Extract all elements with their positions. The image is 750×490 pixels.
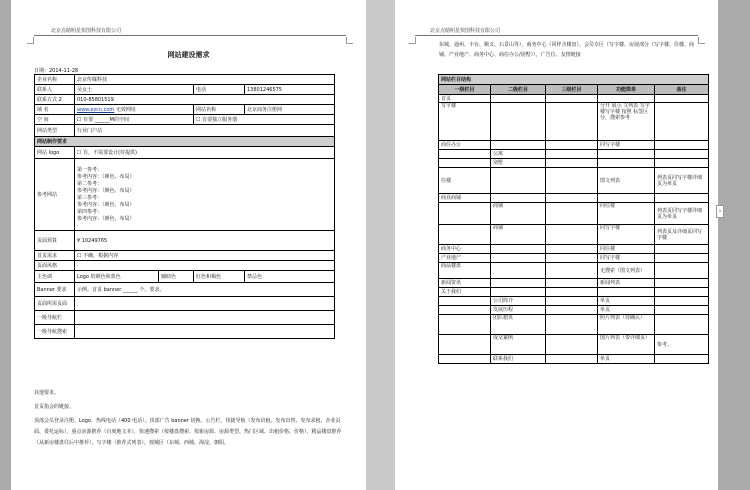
home-label: 首页需求: [35, 251, 75, 261]
reference-line: 第一参考：: [77, 166, 103, 173]
reference-line: 第二参考：: [77, 180, 103, 187]
home-value[interactable]: ☐ 不确，根据内容: [75, 251, 335, 261]
banner-value[interactable]: 示例。首页 banner ______ 个。要求。: [75, 283, 335, 297]
intro-paragraph: 东城、通州、丰台、顺义、石景山等），商务中心（同样含楼盘），会员专区（写字楼、房展部分（写字楼、住楼、商铺、产业地产、商务中心、商住办公/别墅）），广告位、友情链接: [439, 42, 695, 58]
margin-mark: [27, 37, 34, 44]
document-date: 日期：2014-11-28: [34, 68, 79, 74]
phone-value[interactable]: 13801246575: [245, 85, 335, 95]
table-cell: [546, 245, 598, 254]
table-cell: [655, 159, 709, 168]
table-cell: 参考。: [655, 335, 709, 355]
table-cell: [439, 203, 491, 225]
table-cell: [439, 159, 491, 168]
inner-pages-label: 页面所需页面: [35, 297, 75, 311]
table-cell: 同写字楼: [598, 254, 655, 263]
table-cell: 同写字楼: [598, 141, 655, 150]
sub-nav-2-value[interactable]: [75, 325, 335, 339]
table-cell: [491, 263, 546, 279]
table-cell: [491, 288, 546, 297]
header-rule: [34, 35, 346, 36]
space-label: 空 间: [35, 115, 75, 125]
table-cell: [491, 141, 546, 150]
table-cell: [546, 288, 598, 297]
table-cell: 单页: [598, 297, 655, 306]
table-cell: [491, 168, 546, 194]
contact-value[interactable]: 吴女士: [75, 85, 194, 95]
margin-mark: [346, 37, 353, 44]
table-cell: [655, 103, 709, 141]
table-cell: [655, 355, 709, 364]
table-cell: [491, 254, 546, 263]
color-label: 主色调: [35, 271, 75, 283]
table-cell: [655, 150, 709, 159]
table-row: [439, 203, 709, 225]
table-cell: 列表页及详细页同写字楼: [655, 225, 709, 245]
table-row: [439, 355, 709, 364]
domain-suffix: 无效网址: [115, 106, 136, 113]
table-cell: 单页: [598, 306, 655, 315]
table-cell: 同住楼: [598, 245, 655, 254]
table-row: [439, 194, 709, 203]
table-cell: 发展历程: [491, 306, 546, 315]
margin-mark: [409, 37, 416, 44]
aux-color-label: 辅助色: [159, 271, 194, 283]
table-row: [439, 263, 709, 279]
phone-label: 电话: [194, 85, 245, 95]
ban-color-label: 禁忌色: [247, 273, 263, 280]
table-cell: [655, 141, 709, 150]
table-cell: [655, 279, 709, 288]
footer-paragraph: 首页指会的链接。: [34, 404, 75, 410]
table-row: [439, 297, 709, 306]
company-value[interactable]: 北京传媒科技: [75, 75, 335, 85]
table-cell: [491, 245, 546, 254]
table-cell: 单页: [598, 355, 655, 364]
method-label: 联系方式 2: [35, 95, 75, 105]
banner-label: Banner 要求: [35, 283, 75, 297]
table-cell: [546, 203, 598, 225]
scroll-right-icon[interactable]: ›: [716, 205, 724, 218]
style-value[interactable]: [75, 261, 335, 271]
table-row: [439, 335, 709, 355]
table-cell: [546, 297, 598, 306]
inner-pages-value[interactable]: [75, 297, 335, 311]
table-cell: [491, 95, 546, 103]
table-cell: [546, 150, 598, 159]
table-cell: 首页: [439, 95, 491, 103]
contact-label: 联系人: [35, 85, 75, 95]
page-header-company: 北京点睛明星快图科技有限公司: [51, 28, 122, 34]
table-cell: [655, 297, 709, 306]
footer-paragraph: 顶部会员登录注册、Logo、热线电话（400 电话）、顶部广告 banner 切换、公告栏、快捷导航（发布出租、发布出售、发布求租、企业页面、委托运标），重点房源推荐（百度地文本），快速搜索（按楼盘搜索、按新房源、房源类型、热门区域、出租价格、价格），精品楼盘推荐（从新房楼盘往后中推荐），写字楼（推荐式列表），按城区（东城、西城、海淀、朝阳、: [34, 418, 342, 446]
table-cell: [655, 315, 709, 335]
table-row: [439, 150, 709, 159]
table-cell: 团队精英: [491, 315, 546, 335]
table-row: [439, 254, 709, 263]
table-cell: [598, 288, 655, 297]
page-gap: [366, 0, 395, 490]
table-cell: [546, 168, 598, 194]
table-cell: [439, 150, 491, 159]
style-label: 页面风格: [35, 261, 75, 271]
reference-line: 参考内容：（颜色、布局）: [77, 215, 135, 222]
table-cell: [439, 355, 491, 364]
table-cell: 成交案例: [491, 335, 546, 355]
table-cell: 产业地产: [439, 254, 491, 263]
other-requirements: 其他要求。: [34, 390, 60, 396]
sub-nav-1-value[interactable]: [75, 311, 335, 325]
col-header: 备注: [655, 85, 709, 95]
reference-line: 第三参考：: [77, 194, 103, 201]
column-structure-table: [438, 74, 709, 364]
table-cell: [598, 95, 655, 103]
table-cell: 新闻列表: [598, 279, 655, 288]
table-cell: 商铺: [491, 225, 546, 245]
space-option-2[interactable]: ☐ 有要独立服务器: [194, 115, 335, 125]
table-cell: 商住办公: [439, 141, 491, 150]
table-row: [439, 288, 709, 297]
table-cell: [655, 306, 709, 315]
table-cell: [546, 103, 598, 141]
table-row: [439, 279, 709, 288]
table-cell: [546, 254, 598, 263]
domain-link[interactable]: www.ezcn.com: [77, 106, 115, 113]
document-page-2: [395, 0, 718, 490]
table-cell: [655, 194, 709, 203]
reference-cell[interactable]: [75, 159, 335, 231]
table-cell: [439, 225, 491, 245]
table-cell: [546, 355, 598, 364]
table-cell: 列表页同写字楼详细页为单页: [655, 168, 709, 194]
reference-line: 参考内容：（颜色、布局）: [77, 201, 135, 208]
table-cell: [546, 159, 598, 168]
table-cell: [546, 335, 598, 355]
table-row: [439, 168, 709, 194]
table-cell: 商业商铺: [439, 194, 491, 203]
table-cell: [655, 254, 709, 263]
table-row: [439, 315, 709, 335]
budget-label: 页面预算: [35, 231, 75, 251]
table-cell: [546, 194, 598, 203]
table-cell: [546, 279, 598, 288]
table-cell: 公寓: [491, 150, 546, 159]
table-cell: [439, 297, 491, 306]
domain-cell[interactable]: [75, 105, 194, 115]
table-row: [439, 306, 709, 315]
table-cell: 分开 展示 文列表 写字楼写字楼 按照 标签区分，搜索参考: [598, 103, 655, 141]
header-rule: [415, 35, 698, 36]
structure-section-header: 网站栏目结构: [439, 75, 709, 85]
domain-label: 域 名: [35, 105, 75, 115]
table-cell: [598, 159, 655, 168]
reference-line: 参考内容：（颜色、布局）: [77, 187, 135, 194]
reference-line: 参考内容：（颜色、布局）: [77, 173, 135, 180]
table-cell: [439, 306, 491, 315]
table-cell: 无搜索（图文列表）: [598, 263, 655, 279]
table-cell: [655, 263, 709, 279]
page-header-company: 北京点睛明星快图科技有限公司: [430, 28, 501, 34]
space-option-1[interactable]: ☐ 有要 ______M的空间: [75, 115, 194, 125]
reference-label: 参考网站: [35, 159, 75, 231]
table-cell: [491, 103, 546, 141]
method-value[interactable]: 010-85801519: [75, 95, 335, 105]
table-cell: 别墅: [491, 159, 546, 168]
table-cell: 住楼: [439, 168, 491, 194]
table-cell: 关于我们: [439, 288, 491, 297]
document-page-1: [11, 0, 366, 490]
table-cell: [655, 288, 709, 297]
table-cell: 同写字楼: [598, 225, 655, 245]
logo-value[interactable]: ☐ 有，不需要设计(待提供): [75, 147, 335, 159]
table-row: [439, 103, 709, 141]
budget-value[interactable]: ¥ 10249765: [75, 231, 335, 251]
sub-nav-1-label: 一级导航栏: [35, 311, 75, 325]
table-row: [439, 245, 709, 254]
table-cell: [546, 225, 598, 245]
sitename-label: 网站名称: [194, 105, 245, 115]
table-cell: 商务中心: [439, 245, 491, 254]
table-cell: [546, 95, 598, 103]
sub-nav-2-label: 一级导航搜索: [35, 325, 75, 339]
table-cell: [598, 150, 655, 159]
table-cell: 图文列表: [598, 168, 655, 194]
table-cell: 公司简介: [491, 297, 546, 306]
table-cell: 同住楼: [598, 203, 655, 225]
color-value[interactable]: Logo 的颜色和蓝色: [75, 271, 159, 283]
type-label: 网站类型: [35, 125, 75, 137]
table-cell: 写字楼: [439, 103, 491, 141]
table-cell: 照片列表（待确认）: [598, 315, 655, 335]
table-cell: 联系我们: [491, 355, 546, 364]
table-cell: 商品楼盘: [439, 263, 491, 279]
col-header: 功能简单: [598, 85, 655, 95]
table-row: [439, 95, 709, 103]
col-header: 二级栏目: [491, 85, 546, 95]
company-label: 企业名称: [35, 75, 75, 85]
table-cell: [491, 194, 546, 203]
table-cell: 新闻资讯: [439, 279, 491, 288]
sitename-value[interactable]: 北京商务注册网: [245, 105, 335, 115]
table-cell: [546, 315, 598, 335]
logo-label: 网站 logo: [35, 147, 75, 159]
table-cell: [655, 95, 709, 103]
table-cell: [655, 245, 709, 254]
table-row: [439, 159, 709, 168]
col-header: 一级栏目: [439, 85, 491, 95]
table-cell: 商铺: [491, 203, 546, 225]
table-cell: 列表页同写字楼详细页为单页: [655, 203, 709, 225]
table-cell: 图片列表（带详细页）: [598, 335, 655, 355]
col-header: 三级栏目: [546, 85, 598, 95]
table-row: [439, 225, 709, 245]
ban-color-cell[interactable]: [245, 271, 335, 283]
type-value[interactable]: 行业门户站: [75, 125, 335, 137]
reference-line: 第四参考：: [77, 208, 103, 215]
requirements-table: [34, 74, 335, 339]
aux-color-value[interactable]: 红色和褐色: [194, 271, 245, 283]
table-cell: [546, 263, 598, 279]
table-cell: [439, 315, 491, 335]
document-title: 网站建设需求: [167, 51, 210, 59]
table-cell: [491, 279, 546, 288]
section-header: 网站制作要求: [35, 137, 335, 147]
table-cell: [439, 335, 491, 355]
table-cell: [546, 306, 598, 315]
table-cell: [598, 194, 655, 203]
table-row: [439, 141, 709, 150]
table-cell: [546, 141, 598, 150]
